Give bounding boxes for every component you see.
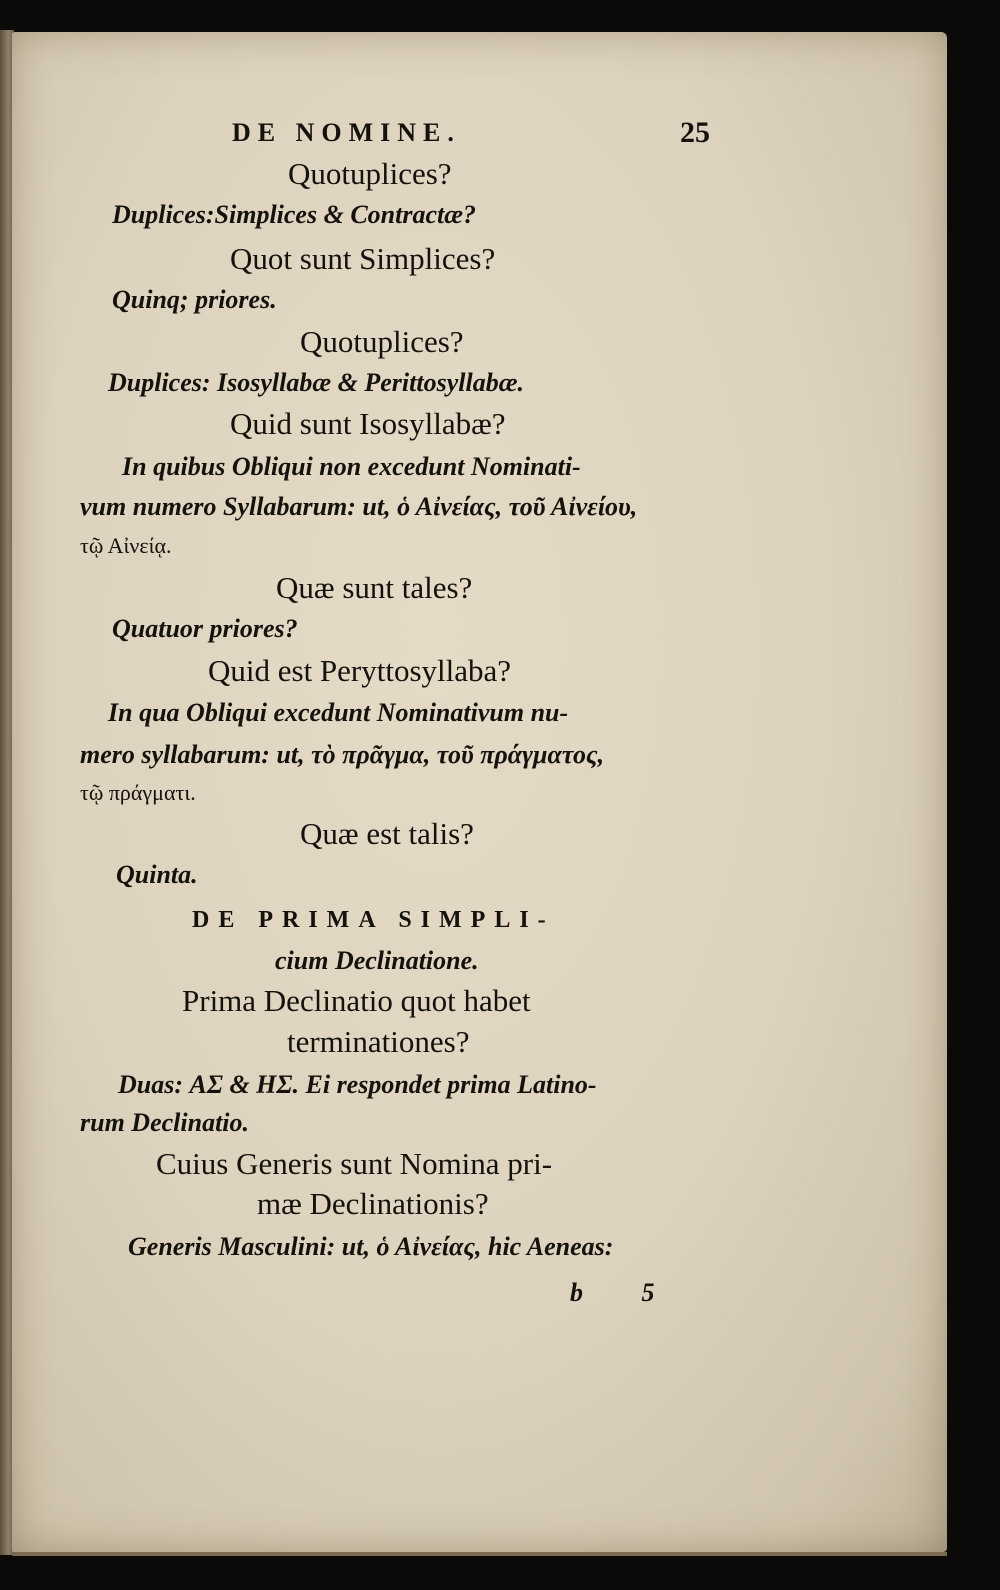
answer-line: τῷ πράγματι. — [80, 780, 196, 805]
answer-line: Quinq; priores. — [112, 285, 277, 314]
answer-line: In quibus Obliqui non excedunt Nominati- — [122, 452, 581, 481]
question-line: Quæ sunt tales? — [276, 570, 473, 605]
question-line: Quot sunt Simplices? — [230, 241, 496, 276]
answer-line: mero syllabarum: ut, τὸ πρᾶγμα, τοῦ πράγματος, — [80, 740, 605, 769]
question-line: Cuius Generis sunt Nomina pri- — [156, 1146, 553, 1181]
answer-line: Quinta. — [116, 860, 198, 889]
answer-line: Generis Masculini: ut, ὁ Αἰνείας, hic Aeneas: — [128, 1232, 614, 1261]
section-heading: DE PRIMA SIMPLI- — [192, 907, 555, 933]
question-line: mæ Declinationis? — [257, 1186, 489, 1221]
answer-line: rum Declinatio. — [80, 1108, 250, 1137]
answer-line: Quatuor priores? — [112, 614, 298, 643]
question-line: Quæ est talis? — [300, 816, 474, 851]
question-line: terminationes? — [287, 1024, 470, 1059]
answer-line: Duplices: Isosyllabæ & Perittosyllabæ. — [108, 368, 524, 397]
signature-mark: b 5 — [570, 1278, 681, 1307]
page-bottom-edge — [12, 1552, 947, 1556]
question-line: Quid sunt Isosyllabæ? — [230, 406, 506, 441]
answer-line: vum numero Syllabarum: ut, ὁ Αἰνείας, τοῦ Αἰνείου, — [80, 492, 638, 521]
answer-line: Duplices:Simplices & Contractæ? — [112, 200, 476, 229]
question-line: Prima Declinatio quot habet — [182, 983, 531, 1018]
question-line: Quotuplices? — [300, 324, 464, 359]
question-line: Quid est Peryttosyllaba? — [208, 653, 512, 688]
page-number: 25 — [680, 116, 710, 149]
section-subheading: cium Declinatione. — [275, 946, 479, 975]
answer-line: In qua Obliqui excedunt Nominativum nu- — [108, 698, 569, 727]
question-line: Quotuplices? — [288, 156, 452, 191]
answer-line: Duas: ΑΣ & ΗΣ. Ei respondet prima Latino- — [118, 1070, 597, 1099]
running-title: DE NOMINE. — [232, 118, 461, 147]
answer-line: τῷ Αἰνείᾳ. — [80, 533, 172, 558]
